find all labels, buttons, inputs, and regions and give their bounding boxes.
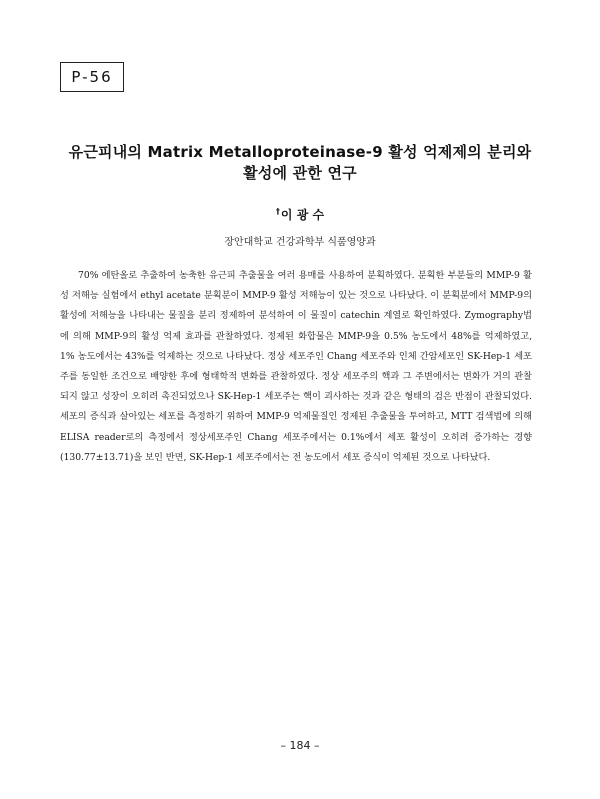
abstract-code-box — [60, 62, 124, 92]
title-line-2: 활성에 관한 연구 — [243, 164, 357, 182]
title-line-1: 유근피내의 Matrix Metalloproteinase-9 활성 억제제의 분리와 — [68, 143, 532, 161]
author-name: 이 광 수 — [280, 208, 325, 222]
abstract-body: 70% 에탄올로 추출하여 농축한 유근피 추출물을 여러 용매를 사용하여 분획하였다. 분획한 부분들의 MMP-9 활성 저해능 실험에서 ethyl acetate 분획분이 MMP-9 활성 저해능이 있는 것으로 나타났다. 이 분획분에서 MMP-9의 활성에 저해능을 나타내는 물질을 분리 정제하여 분석하여 이 물질이 catechin 계열로 확인하였다. Zymography법에 의해 MMP-9의 활성 억제 효과를 관찰하였다. 정제된 화합물은 MMP-9을 0.5% 농도에서 48%를 억제하였고, 1% 농도에서는 43%를 억제하는 것으로 나타났다. 정상 세포주인 Chang 세포주와 인체 간암세포인 SK-Hep-1 세포주를 동일한 조건으로 배양한 후에 형태학적 변화를 관찰하였다. 정상 세포주의 핵과 그 주변에서는 변화가 거의 관찰되지 않고 성장이 오히려 촉진되었으나 SK-Hep-1 세포주는 핵이 괴사하는 것과 같은 형태의 검은 반점이 관찰되었다. 세포의 증식과 살아있는 세포를 측정하기 위하여 MMP-9 억제물질인 정제된 추출물을 투여하고, MTT 검색법에 의해 ELISA reader로의 측정에서 정상세포주인 Chang 세포주에서는 0.1%에서 세포 활성이 오히려 증가하는 경향(130.77±13.71)을 보인 반면, SK-Hep-1 세포주에서는 전 농도에서 세포 증식이 억제된 것으로 나타났다. — [60, 270, 532, 463]
corresponding-author-mark: † — [275, 207, 280, 216]
abstract-code: P-56 — [71, 68, 113, 86]
affiliation: 장안대학교 건강과학부 식품영양과 — [224, 237, 376, 248]
page-number: – 184 – — [280, 739, 320, 752]
author — [0, 206, 600, 223]
